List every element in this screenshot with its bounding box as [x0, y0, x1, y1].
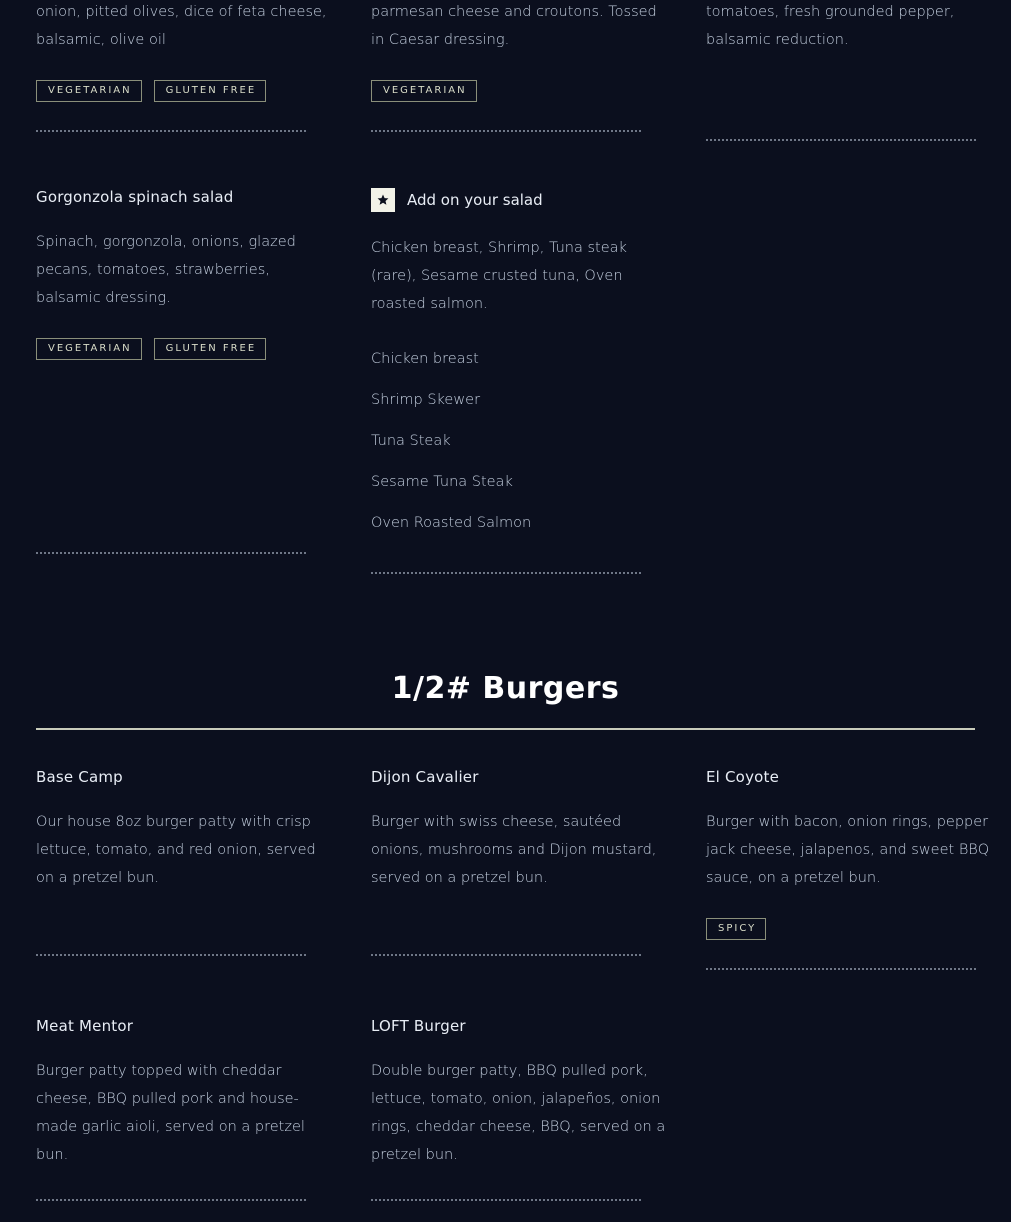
tag-vegetarian: VEGETARIAN	[36, 80, 142, 102]
tag-vegetarian: VEGETARIAN	[371, 80, 477, 102]
item-description: Burger with swiss cheese, sautéed onions, mushrooms and Dijon mustard, served on a pretzel bun.	[371, 814, 657, 886]
divider	[36, 552, 306, 555]
addon-item-list	[371, 348, 671, 534]
tag-spicy: SPICY	[706, 918, 766, 940]
menu-item[interactable]	[706, 768, 1006, 971]
divider	[36, 954, 306, 957]
item-title: Base Camp	[36, 768, 123, 786]
item-description: Spinach, gorgonzola, onions, glazed pecans, tomatoes, strawberries, balsamic dressing.	[36, 234, 296, 306]
menu-item[interactable]	[36, 188, 336, 575]
addon-description: Chicken breast, Shrimp, Tuna steak (rare), Sesame crusted tuna, Oven roasted salmon.	[371, 240, 627, 312]
item-tags	[706, 918, 1006, 940]
salad-addons[interactable]	[371, 188, 671, 575]
divider	[371, 954, 641, 957]
divider	[706, 139, 976, 142]
item-tags	[36, 338, 336, 360]
addon-header	[371, 188, 671, 212]
menu-item[interactable]	[36, 0, 336, 142]
item-description: tomatoes, fresh grounded pepper, balsamic reduction.	[706, 4, 955, 48]
item-description: Burger patty topped with cheddar cheese, BBQ pulled pork and house-made garlic aioli, served on a pretzel bun.	[36, 1063, 305, 1163]
item-tags	[371, 80, 671, 102]
list-item[interactable]: Oven Roasted Salmon	[371, 515, 532, 531]
empty-cell	[706, 188, 1006, 575]
tag-vegetarian: VEGETARIAN	[36, 338, 142, 360]
menu-item[interactable]	[371, 1017, 671, 1202]
item-description: Our house 8oz burger patty with crisp lettuce, tomato, and red onion, served on a pretzel bun.	[36, 814, 316, 886]
divider	[36, 1199, 306, 1202]
item-title: Gorgonzola spinach salad	[36, 188, 234, 206]
item-description: parmesan cheese and croutons. Tossed in Caesar dressing.	[371, 4, 657, 48]
item-title: Dijon Cavalier	[371, 768, 479, 786]
divider	[371, 1199, 641, 1202]
list-item[interactable]: Sesame Tuna Steak	[371, 474, 513, 490]
list-item[interactable]: Shrimp Skewer	[371, 392, 481, 408]
item-description: Double burger patty, BBQ pulled pork, lettuce, tomato, onion, jalapeños, onion rings, cheddar cheese, BBQ, served on a pretzel bun.	[371, 1063, 666, 1163]
item-description: Burger with bacon, onion rings, pepper jack cheese, jalapenos, and sweet BBQ sauce, on a pretzel bun.	[706, 814, 990, 886]
item-title: El Coyote	[706, 768, 780, 786]
section-rule	[36, 728, 975, 730]
menu-item[interactable]	[371, 768, 671, 971]
star-icon	[371, 188, 395, 212]
list-item[interactable]: Chicken breast	[371, 351, 479, 367]
item-tags	[36, 80, 336, 102]
spacer	[0, 142, 1011, 188]
divider	[371, 572, 641, 575]
divider	[371, 130, 641, 133]
menu-item[interactable]	[371, 0, 671, 142]
spacer	[0, 971, 1011, 1017]
menu-item[interactable]	[36, 1017, 336, 1202]
tag-gluten-free: GLUTEN FREE	[154, 80, 267, 102]
empty-cell	[706, 1017, 1006, 1202]
burger-row-1	[0, 768, 1011, 971]
tag-gluten-free: GLUTEN FREE	[154, 338, 267, 360]
salad-row-2	[0, 188, 1011, 575]
menu-item[interactable]	[36, 768, 336, 971]
divider	[706, 968, 976, 971]
burger-row-2	[0, 1017, 1011, 1202]
menu-item[interactable]	[706, 0, 1006, 142]
salad-row-1	[0, 0, 1011, 142]
item-title: LOFT Burger	[371, 1017, 466, 1035]
section-header-burgers	[0, 671, 1011, 706]
item-description: onion, pitted olives, dice of feta cheese, balsamic, olive oil	[36, 4, 327, 48]
list-item[interactable]: Tuna Steak	[371, 433, 451, 449]
item-title: Meat Mentor	[36, 1017, 134, 1035]
section-title: 1/2# Burgers	[391, 671, 620, 706]
addon-title: Add on your salad	[407, 191, 543, 209]
divider	[36, 130, 306, 133]
